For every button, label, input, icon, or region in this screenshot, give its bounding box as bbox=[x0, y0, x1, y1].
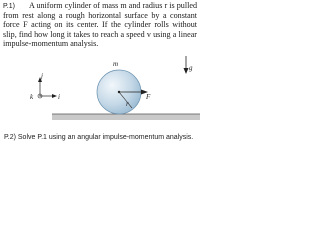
mass-label: m bbox=[113, 60, 119, 68]
gravity-label: g bbox=[189, 64, 193, 72]
axis-i-label: i bbox=[58, 93, 60, 101]
radius-label: r bbox=[126, 100, 129, 108]
coordinate-axes bbox=[38, 77, 57, 98]
problem-1-text: A uniform cylinder of mass m and radius r is pulled from rest along a rough horizontal surface by a constant force F acting on its center. If the cylinder rolls without slip, find how long it takes to reach a speed v using a linear impulse-momentum analysis. bbox=[3, 1, 197, 48]
problem-2: P.2) Solve P.1 using an angular impulse-momentum analysis. bbox=[4, 134, 194, 141]
gravity-arrow bbox=[184, 56, 189, 74]
force-label: F bbox=[146, 93, 151, 101]
problem-1-number: P.1) bbox=[3, 3, 15, 10]
cylinder-figure bbox=[0, 0, 200, 150]
ground-surface bbox=[52, 114, 200, 120]
axis-j-label: j bbox=[41, 72, 43, 80]
axis-k-label: k bbox=[30, 93, 34, 101]
